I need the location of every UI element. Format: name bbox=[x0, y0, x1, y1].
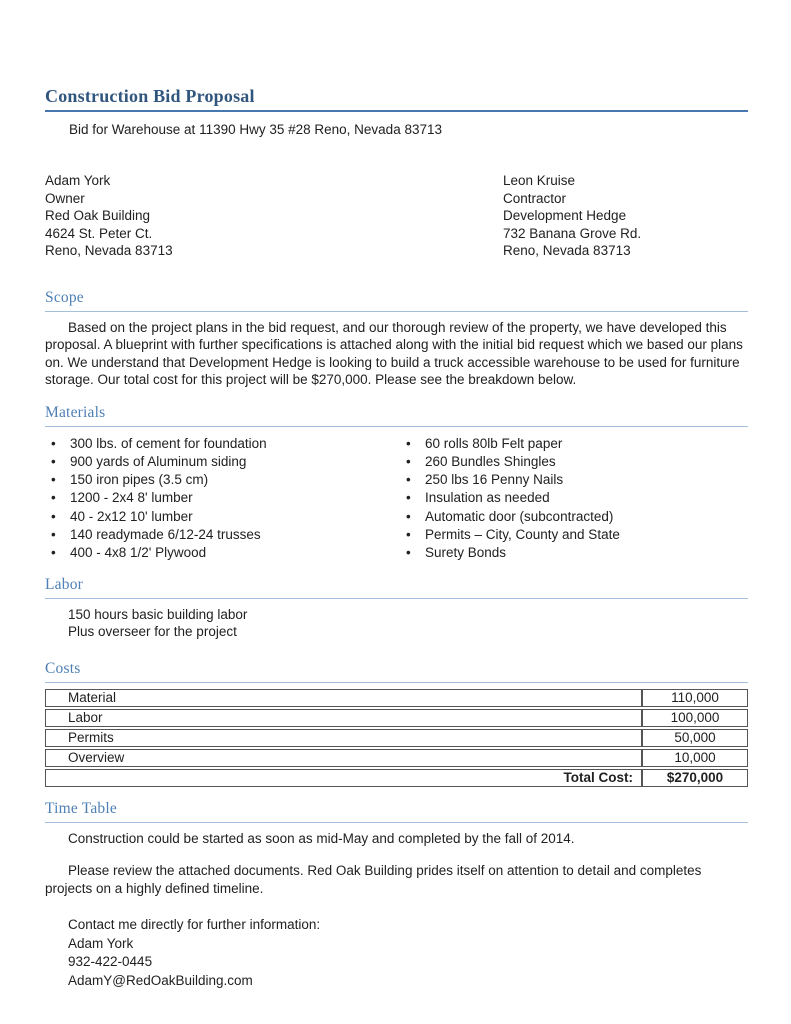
table-row bbox=[45, 689, 748, 707]
section-heading-timetable: Time Table bbox=[45, 800, 748, 823]
labor-line: 150 hours basic building labor bbox=[68, 606, 248, 622]
table-row bbox=[45, 729, 748, 747]
list-item: • 250 lbs 16 Penny Nails bbox=[400, 471, 748, 489]
page-title: Construction Bid Proposal bbox=[45, 86, 255, 106]
contact-phone: 932-422-0445 bbox=[68, 954, 153, 970]
owner-address-line1: 4624 St. Peter Ct. bbox=[45, 225, 153, 241]
cost-label: Permits bbox=[45, 729, 642, 747]
scope-section bbox=[45, 289, 748, 389]
parties-block bbox=[45, 172, 748, 260]
list-item: • 260 Bundles Shingles bbox=[400, 453, 748, 471]
document-subtitle: Bid for Warehouse at 11390 Hwy 35 #28 Reno, Nevada 83713 bbox=[69, 122, 442, 137]
timetable-paragraph: Please review the attached documents. Red Oak Building prides itself on attention to detail and completes projects on a highly defined timeline. bbox=[45, 863, 702, 896]
materials-list-left bbox=[45, 435, 400, 563]
cost-label: Labor bbox=[45, 709, 642, 727]
cost-value: 50,000 bbox=[642, 729, 748, 747]
list-item: • 300 lbs. of cement for foundation bbox=[45, 435, 400, 453]
materials-section bbox=[45, 404, 748, 563]
labor-lines bbox=[68, 606, 748, 641]
contact-intro: Contact me directly for further information: bbox=[68, 917, 321, 933]
owner-block bbox=[45, 172, 503, 260]
cost-value: 110,000 bbox=[642, 689, 748, 707]
materials-columns bbox=[45, 435, 748, 563]
owner-role: Owner bbox=[45, 190, 85, 206]
table-row-total bbox=[45, 769, 748, 787]
cost-label: Overview bbox=[45, 749, 642, 767]
materials-list-right bbox=[400, 435, 748, 563]
document-header bbox=[45, 86, 748, 112]
owner-name: Adam York bbox=[45, 173, 111, 188]
owner-address-line2: Reno, Nevada 83713 bbox=[45, 243, 173, 258]
contact-email: AdamY@RedOakBuilding.com bbox=[68, 972, 253, 988]
section-heading-materials: Materials bbox=[45, 404, 748, 427]
list-item: • 40 - 2x12 10' lumber bbox=[45, 508, 400, 526]
contractor-address-line2: Reno, Nevada 83713 bbox=[503, 243, 631, 258]
timetable-paragraph: Construction could be started as soon as mid-May and completed by the fall of 2014. bbox=[68, 830, 575, 846]
scope-paragraph: Based on the project plans in the bid request, and our thorough review of the property, we have developed this proposal. A blueprint with further specifications is attached along with the initial bid request which we based our plans on. We understand that Development Hedge is looking to build a truck accessible warehouse to be used for furniture storage. Our total cost for this project will be $270,000. Please see the breakdown below. bbox=[45, 319, 743, 387]
list-item: • Surety Bonds bbox=[400, 544, 748, 562]
section-heading-costs: Costs bbox=[45, 660, 748, 683]
list-item: • 60 rolls 80lb Felt paper bbox=[400, 435, 748, 453]
total-cost-value: $270,000 bbox=[642, 769, 748, 787]
table-row bbox=[45, 709, 748, 727]
section-heading-scope: Scope bbox=[45, 289, 748, 312]
list-item: • 150 iron pipes (3.5 cm) bbox=[45, 471, 400, 489]
table-row bbox=[45, 749, 748, 767]
cost-value: 10,000 bbox=[642, 749, 748, 767]
owner-company: Red Oak Building bbox=[45, 208, 151, 223]
labor-section bbox=[45, 576, 748, 641]
list-item: • 140 readymade 6/12-24 trusses bbox=[45, 526, 400, 544]
costs-section bbox=[45, 660, 748, 789]
list-item: • Insulation as needed bbox=[400, 489, 748, 507]
contractor-company: Development Hedge bbox=[503, 208, 627, 223]
list-item: • Permits – City, County and State bbox=[400, 526, 748, 544]
list-item: • 900 yards of Aluminum siding bbox=[45, 453, 400, 471]
contractor-block bbox=[503, 172, 641, 260]
timetable-section bbox=[45, 800, 748, 991]
contractor-address-line1: 732 Banana Grove Rd. bbox=[503, 225, 642, 241]
costs-table bbox=[45, 687, 748, 789]
contact-block bbox=[68, 916, 748, 990]
labor-line: Plus overseer for the project bbox=[68, 624, 237, 640]
total-cost-label: Total Cost: bbox=[45, 769, 642, 787]
contact-name: Adam York bbox=[68, 935, 134, 951]
list-item: • 1200 - 2x4 8' lumber bbox=[45, 489, 400, 507]
cost-value: 100,000 bbox=[642, 709, 748, 727]
list-item: • 400 - 4x8 1/2' Plywood bbox=[45, 544, 400, 562]
contractor-name: Leon Kruise bbox=[503, 173, 576, 188]
section-heading-labor: Labor bbox=[45, 576, 748, 599]
contractor-role: Contractor bbox=[503, 190, 567, 206]
list-item: • Automatic door (subcontracted) bbox=[400, 508, 748, 526]
cost-label: Material bbox=[45, 689, 642, 707]
